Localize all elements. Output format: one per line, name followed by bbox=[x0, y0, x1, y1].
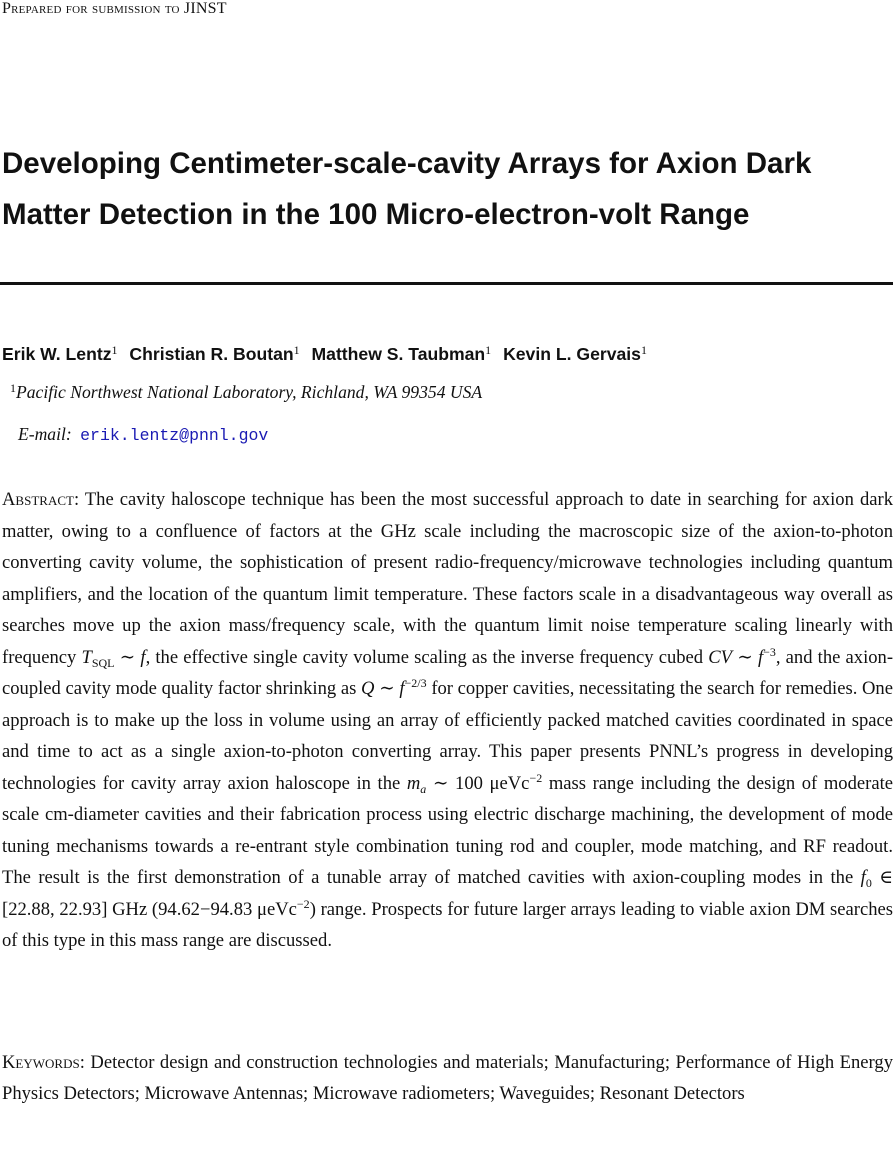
author: Christian R. Boutan$^1$ bbox=[129, 343, 300, 364]
email-line bbox=[18, 424, 268, 445]
title-line-1: Developing Centimeter-scale-cavity Arrays for Axion Dark bbox=[2, 147, 812, 180]
keywords-label: Keywords bbox=[2, 1052, 80, 1073]
abstract: Abstract: The cavity haloscope technique has been the most successful approach to date in searching for axion dark matter, owing to a confluence of factors at the GHz scale including the macroscopic size of the axion-to-photon converting cavity volume, the sophistication of present radio-frequency/microwave technologies including quantum amplifiers, and the location of the quantum limit temperature. These factors scale in a disadvantageous way overall as searches move up the axion mass/frequency scale, with the quantum limit noise temperature scaling linearly with frequency $T_{SQL}$ ∼ f, the effective single cavity volume scaling as the inverse frequency cubed CV ∼ $f^{-3}$, and the axion-coupled cavity mode quality factor shrinking as Q ∼ $f^{-2/3}$ for copper cavities, necessitating the search for remedies. One approach is to make up the loss in volume using an array of efficiently packed matched cavities coordinated in space and time to act as a single axion-to-photon converting array. This paper presents PNNL’s progress in developing technologies for cavity array axion haloscope in the $m_a$ ∼ 100 μeVc$^{-2}$ mass range including the design of moderate scale cm-diameter cavities and their fabrication process using electric discharge machining, the development of mode tuning mechanisms towards a re-entrant style combination tuning rod and coupler, mode matching, and RF readout. The result is the first demonstration of a tunable array of matched cavities with axion-coupling modes in the $f_0$ ∈ [22.88, 22.93] GHz (94.62−94.83 μeVc$^{-2}$) range. Prospects for future larger arrays leading to viable axion DM searches of this type in this mass range are discussed. bbox=[2, 489, 894, 951]
author-list bbox=[2, 343, 654, 365]
email-label: E-mail: bbox=[18, 424, 72, 444]
author: Kevin L. Gervais$^1$ bbox=[503, 343, 647, 364]
paper-title bbox=[2, 138, 892, 240]
abstract-label: Abstract bbox=[2, 489, 74, 510]
affiliation: $^1$Pacific Northwest National Laboratory, Richland, WA 99354 USA bbox=[10, 381, 483, 402]
title-line-2: Matter Detection in the 100 Micro-electron-volt Range bbox=[2, 198, 750, 231]
keywords-text: Detector design and construction technologies and materials; Manufacturing; Performance of High Energy Physics Detectors; Microwave Antennas; Microwave radiometers; Waveguides; Resonant Detectors bbox=[2, 1052, 893, 1104]
author: Erik W. Lentz$^1$ bbox=[2, 343, 118, 364]
email-link[interactable]: erik.lentz@pnnl.gov bbox=[80, 426, 269, 445]
author: Matthew S. Taubman$^1$ bbox=[311, 343, 492, 364]
keywords: Keywords: Detector design and construction technologies and materials; Manufacturing; Performance of High Energy Physics Detectors; Microwave Antennas; Microwave radiometers; Waveguides; Resonant Detectors bbox=[2, 1052, 893, 1104]
title-rule bbox=[0, 282, 893, 285]
running-head: Prepared for submission to JINST bbox=[2, 0, 227, 17]
